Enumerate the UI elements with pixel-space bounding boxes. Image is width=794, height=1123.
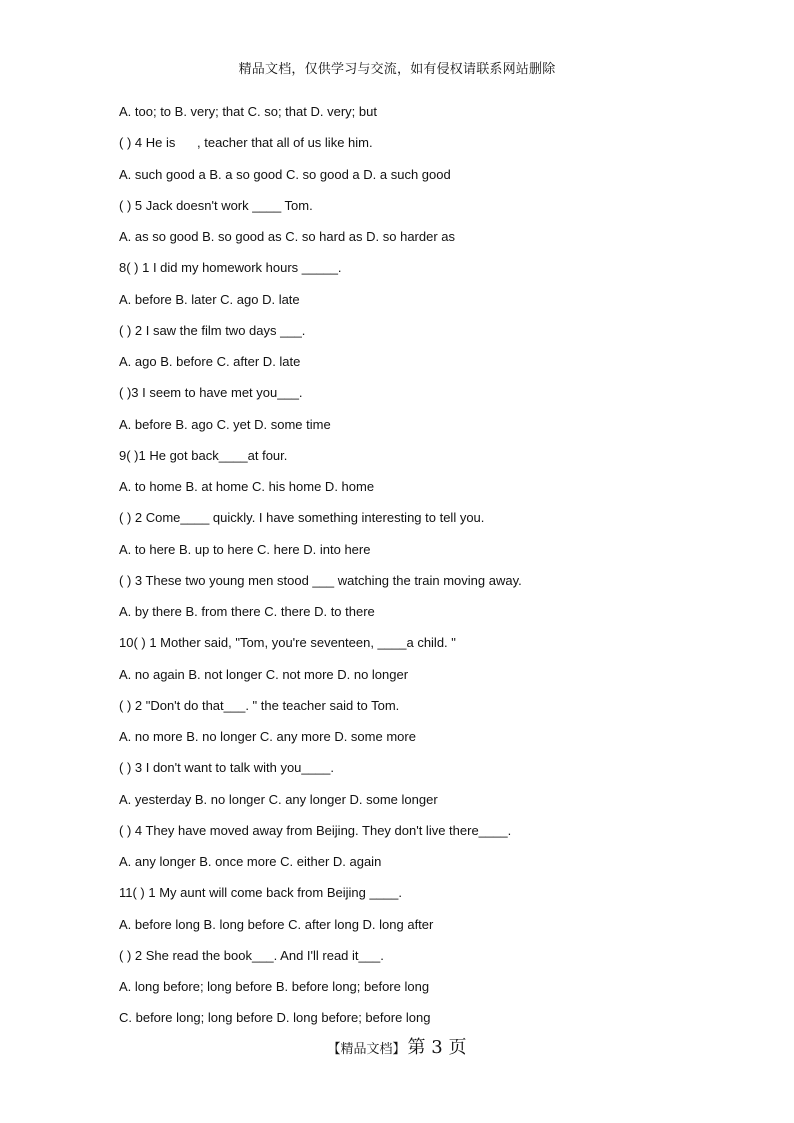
text-line: A. any longer B. once more C. either D. again xyxy=(119,854,382,869)
text-line: A. before B. ago C. yet D. some time xyxy=(119,416,331,432)
text-line: A. too; to B. very; that C. so; that D. very; but xyxy=(119,104,377,119)
text-line: A. no more B. no longer C. any more D. some more xyxy=(119,729,416,744)
text-line: C. before long; long before D. long before; before long xyxy=(119,1010,431,1026)
text-line: A. as so good B. so good as C. so hard as D. so harder as xyxy=(119,229,456,244)
text-line: A. before long B. long before C. after long D. long after xyxy=(119,916,434,932)
text-line: ( )3 I seem to have met you___. xyxy=(119,385,303,401)
text-line: ( ) 2 "Don't do that___. " the teacher said to Tom. xyxy=(119,697,400,713)
text-line: A. by there B. from there C. there D. to there xyxy=(119,604,375,619)
text-line: ( ) 2 Come____ quickly. I have something interesting to tell you. xyxy=(119,510,485,526)
text-line: A. to home B. at home C. his home D. home xyxy=(119,479,375,494)
text-line: 11( ) 1 My aunt will come back from Beijing ____. xyxy=(119,885,402,901)
text-line: A. ago B. before C. after D. late xyxy=(119,354,301,369)
text-line: 9( )1 He got back____at four. xyxy=(119,447,288,463)
page-footer xyxy=(0,1033,794,1059)
footer-tag: 【精品文档】 xyxy=(327,1042,406,1057)
page-header-notice: 精品文档，仅供学习与交流，如有侵权请联系网站删除 xyxy=(238,61,556,76)
text-line: ( ) 3 These two young men stood ___ watching the train moving away. xyxy=(119,572,522,588)
text-line: ( ) 2 I saw the film two days ___. xyxy=(119,322,306,338)
text-line: ( ) 4 They have moved away from Beijing. They don't live there____. xyxy=(119,822,512,838)
text-line: 8( ) 1 I did my homework hours _____. xyxy=(119,260,342,276)
text-line: A. before B. later C. ago D. late xyxy=(119,291,300,307)
page-number: 第 3 页 xyxy=(407,1037,467,1058)
text-line: ( ) 4 He is , teacher that all of us like him. xyxy=(119,135,373,151)
text-line: 10( ) 1 Mother said, "Tom, you're seventeen, ____a child. " xyxy=(119,635,456,651)
text-line: A. no again B. not longer C. not more D. no longer xyxy=(119,666,409,682)
text-line: A. such good a B. a so good C. so good a D. a such good xyxy=(119,166,451,182)
text-line: ( ) 5 Jack doesn't work ____ Tom. xyxy=(119,197,313,213)
text-line: A. to here B. up to here C. here D. into here xyxy=(119,541,371,557)
text-line: A. yesterday B. no longer C. any longer D. some longer xyxy=(119,791,438,807)
text-line: ( ) 3 I don't want to talk with you____. xyxy=(119,760,334,776)
document-body xyxy=(119,103,719,1041)
text-line: A. long before; long before B. before long; before long xyxy=(119,979,430,994)
text-line: ( ) 2 She read the book___. And I'll read it___. xyxy=(119,947,384,963)
